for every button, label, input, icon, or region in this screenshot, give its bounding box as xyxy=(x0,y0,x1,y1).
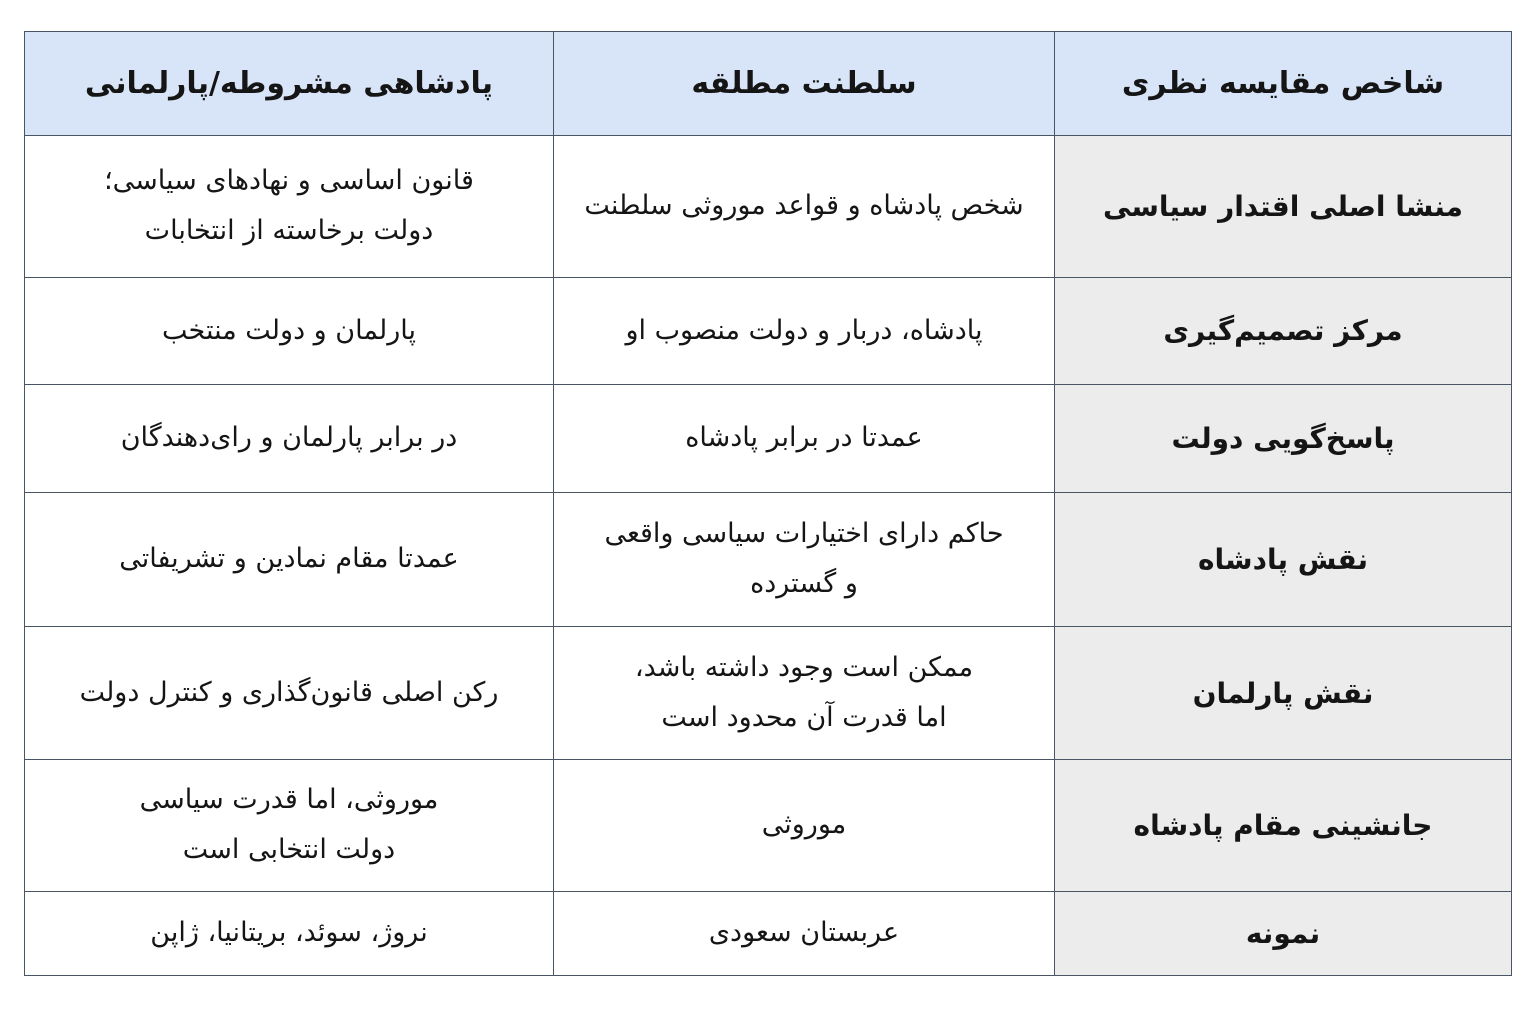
absolute-monarchy-cell: عمدتا در برابر پادشاه xyxy=(554,385,1055,493)
row-label: نمونه xyxy=(1055,891,1512,975)
header-constitutional-monarchy: پادشاهی مشروطه/پارلمانی xyxy=(25,32,554,136)
monarchy-comparison-table xyxy=(24,31,1512,976)
table-row xyxy=(25,385,1512,493)
table-row xyxy=(25,759,1512,891)
row-label: مرکز تصمیم‌گیری xyxy=(1055,277,1512,385)
constitutional-monarchy-cell: پارلمان و دولت منتخب xyxy=(25,277,554,385)
row-label: نقش پادشاه xyxy=(1055,492,1512,627)
table-row xyxy=(25,277,1512,385)
table-row xyxy=(25,136,1512,278)
absolute-monarchy-cell: موروثی xyxy=(554,759,1055,891)
absolute-monarchy-cell: شخص پادشاه و قواعد موروثی سلطنت xyxy=(554,136,1055,278)
comparison-table-container xyxy=(24,31,1511,976)
table-row xyxy=(25,492,1512,627)
constitutional-monarchy-cell: عمدتا مقام نمادین و تشریفاتی xyxy=(25,492,554,627)
absolute-monarchy-cell: ممکن است وجود داشته باشد، اما قدرت آن محدود است xyxy=(554,627,1055,760)
header-absolute-monarchy: سلطنت مطلقه xyxy=(554,32,1055,136)
absolute-monarchy-cell: پادشاه، دربار و دولت منصوب او xyxy=(554,277,1055,385)
table-row xyxy=(25,891,1512,975)
constitutional-monarchy-cell: در برابر پارلمان و رای‌دهندگان xyxy=(25,385,554,493)
table-header-row xyxy=(25,32,1512,136)
table-row xyxy=(25,627,1512,760)
row-label: منشا اصلی اقتدار سیاسی xyxy=(1055,136,1512,278)
constitutional-monarchy-cell: قانون اساسی و نهادهای سیاسی؛ دولت برخاسته از انتخابات xyxy=(25,136,554,278)
absolute-monarchy-cell: حاکم دارای اختیارات سیاسی واقعی و گسترده xyxy=(554,492,1055,627)
constitutional-monarchy-cell: نروژ، سوئد، بریتانیا، ژاپن xyxy=(25,891,554,975)
row-label: پاسخ‌گویی دولت xyxy=(1055,385,1512,493)
constitutional-monarchy-cell: موروثی، اما قدرت سیاسی دولت انتخابی است xyxy=(25,759,554,891)
row-label: نقش پارلمان xyxy=(1055,627,1512,760)
header-criterion: شاخص مقایسه نظری xyxy=(1055,32,1512,136)
row-label: جانشینی مقام پادشاه xyxy=(1055,759,1512,891)
absolute-monarchy-cell: عربستان سعودی xyxy=(554,891,1055,975)
constitutional-monarchy-cell: رکن اصلی قانون‌گذاری و کنترل دولت xyxy=(25,627,554,760)
